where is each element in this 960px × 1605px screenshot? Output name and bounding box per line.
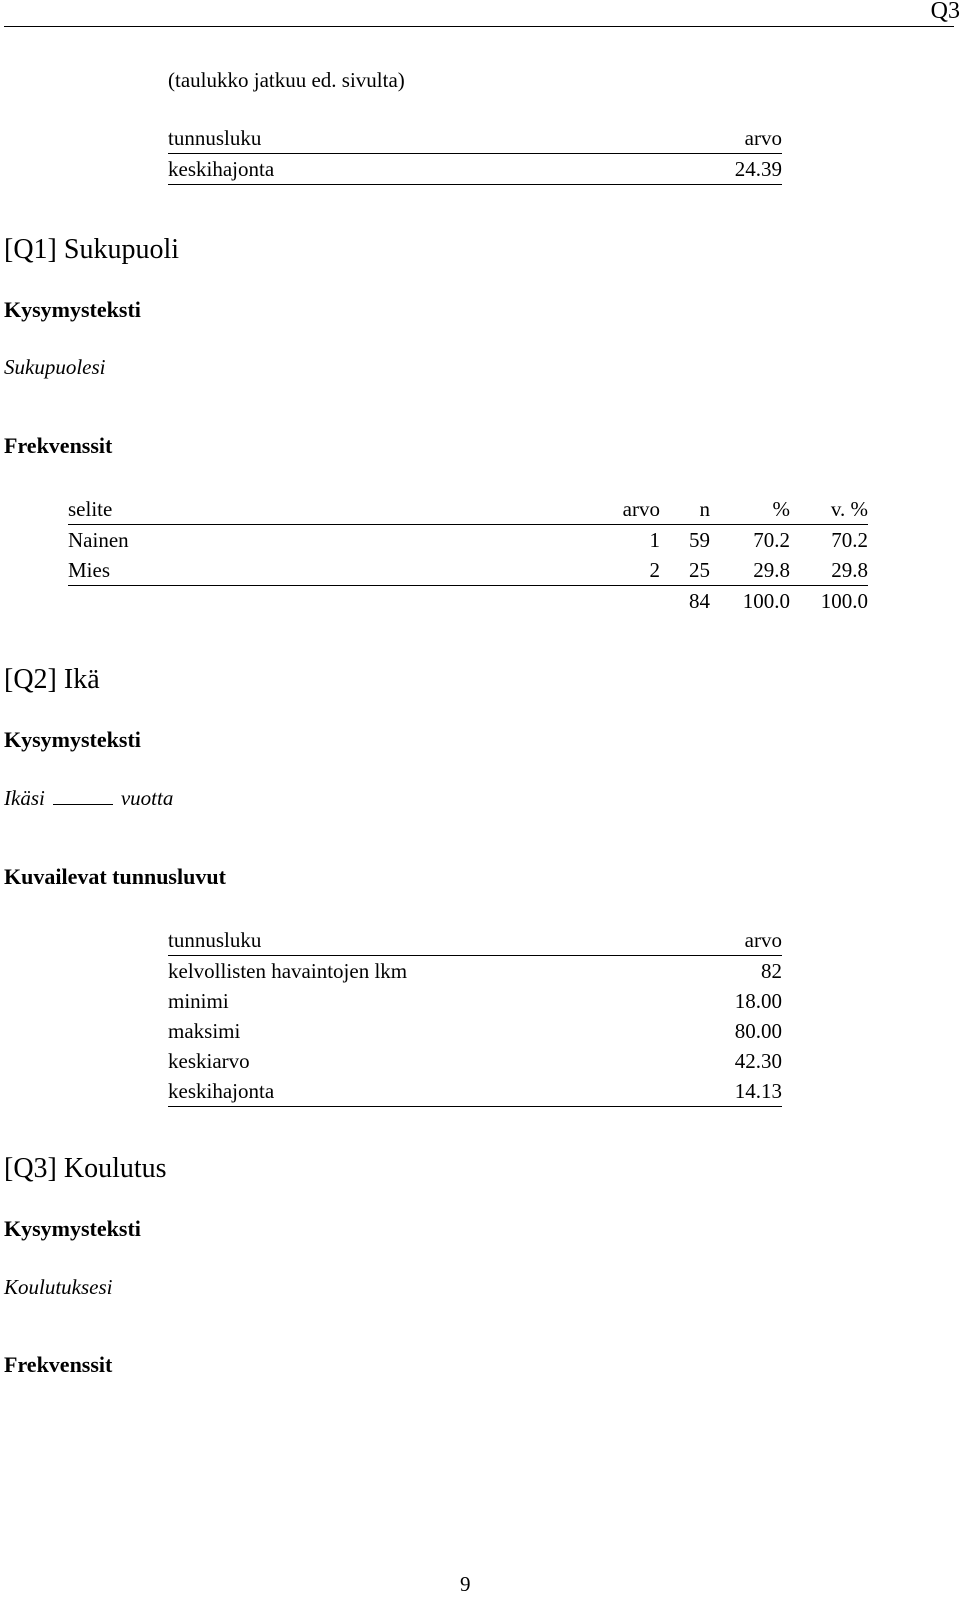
- freq-label-q3: Frekvenssit: [4, 1352, 113, 1377]
- header-cell: arvo: [593, 123, 782, 154]
- question-text-q2: [4, 786, 173, 811]
- question-text-q3: Koulutuksesi: [4, 1275, 113, 1299]
- table-cell: 70.2: [753, 528, 790, 552]
- table-cell: 29.8: [710, 555, 790, 586]
- table-cell: maksimi: [168, 1019, 241, 1043]
- header-cell: n: [660, 494, 710, 525]
- stats-table-q2: [168, 925, 782, 1107]
- table-cell: 80.00: [734, 1019, 782, 1043]
- continued-table: [168, 123, 782, 185]
- header-rule: [4, 26, 954, 27]
- table-cell: kelvollisten havaintojen lkm: [168, 959, 408, 983]
- table-cell: 70.2: [831, 528, 868, 552]
- table-cell: 100.0: [742, 589, 790, 613]
- header-cell: tunnusluku: [168, 925, 681, 956]
- table-cell: 14.13: [681, 1076, 782, 1107]
- answer-blank: [53, 786, 113, 805]
- section-title-q3: [Q3] Koulutus: [4, 1153, 167, 1184]
- table-row: [168, 154, 782, 185]
- table-row: [168, 956, 782, 987]
- header-cell: selite: [68, 494, 570, 525]
- question-label-q1: Kysymysteksti: [4, 297, 141, 322]
- header-cell: %: [710, 494, 790, 525]
- table-cell: 82: [761, 959, 782, 983]
- table-cell: keskihajonta: [168, 154, 593, 185]
- table-cell: 24.39: [593, 154, 782, 185]
- table-header-row: [168, 123, 782, 154]
- continued-note: (taulukko jatkuu ed. sivulta): [168, 68, 405, 92]
- table-cell: 18.00: [734, 989, 782, 1013]
- header-cell: arvo: [681, 925, 782, 956]
- running-head: Q3: [930, 0, 960, 24]
- question-label-q2: Kysymysteksti: [4, 727, 141, 752]
- header-cell: tunnusluku: [168, 123, 593, 154]
- freq-label-q1: Frekvenssit: [4, 433, 113, 458]
- table-row: [68, 525, 868, 556]
- table-cell: Nainen: [68, 528, 129, 552]
- question-text-q1: Sukupuolesi: [4, 355, 106, 379]
- page-number: 9: [460, 1572, 471, 1596]
- table-cell: keskiarvo: [168, 1049, 250, 1073]
- question-prefix: Ikäsi: [4, 786, 45, 810]
- frequency-table-q1: [68, 494, 868, 616]
- table-total-row: [68, 586, 868, 617]
- table-cell: 2: [570, 555, 660, 586]
- stats-label-q2: Kuvailevat tunnusluvut: [4, 864, 226, 889]
- section-title-q1: [Q1] Sukupuoli: [4, 234, 179, 265]
- table-cell: [570, 586, 660, 617]
- header-cell: v. %: [790, 494, 868, 525]
- table-row: [168, 1046, 782, 1076]
- table-cell: Mies: [68, 555, 570, 586]
- table-row: [168, 986, 782, 1016]
- table-header-row: [68, 494, 868, 525]
- table-cell: [68, 586, 570, 617]
- table-cell: 59: [689, 528, 710, 552]
- table-header-row: [168, 925, 782, 956]
- question-suffix: vuotta: [120, 786, 174, 810]
- section-title-q2: [Q2] Ikä: [4, 664, 100, 695]
- table-cell: keskihajonta: [168, 1076, 681, 1107]
- table-row: [68, 555, 868, 586]
- table-cell: 42.30: [734, 1049, 782, 1073]
- table-row: [168, 1016, 782, 1046]
- table-cell: 25: [660, 555, 710, 586]
- table-cell: 84: [689, 589, 710, 613]
- table-row: [168, 1076, 782, 1107]
- question-label-q3: Kysymysteksti: [4, 1216, 141, 1241]
- table-cell: minimi: [168, 989, 229, 1013]
- table-cell: 100.0: [820, 589, 868, 613]
- table-cell: 1: [649, 528, 660, 552]
- header-cell: arvo: [570, 494, 660, 525]
- table-cell: 29.8: [790, 555, 868, 586]
